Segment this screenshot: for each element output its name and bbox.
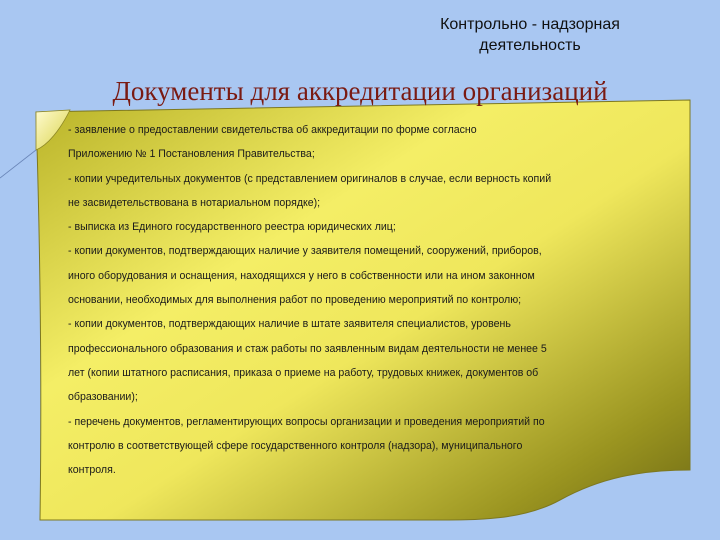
- list-item-line: не засвидетельствована в нотариальном порядке);: [68, 196, 321, 209]
- list-item-line: - заявление о предоставлении свидетельства об аккредитации по форме согласно: [68, 124, 477, 136]
- list-item-line: - перечень документов, регламентирующих вопросы организации и проведения мероприятий по: [68, 415, 545, 428]
- page-title: Документы для аккредитации организаций: [112, 76, 608, 106]
- section-heading: [410, 14, 650, 56]
- list-item-line: образовании);: [68, 391, 138, 404]
- list-item-line: Приложению № 1 Постановления Правительства;: [68, 148, 315, 161]
- list-item-line: профессионального образования и стаж работы по заявленным видам деятельности не менее 5: [68, 342, 547, 355]
- list-item-line: - выписка из Единого государственного реестра юридических лиц;: [68, 221, 396, 234]
- list-item-line: - копии документов, подтверждающих наличие у заявителя помещений, сооружений, приборов,: [68, 245, 542, 258]
- list-item-line: основании, необходимых для выполнения работ по проведению мероприятий по контролю;: [68, 294, 522, 307]
- list-item-line: контроля.: [68, 464, 116, 477]
- section-heading-line2: деятельность: [479, 37, 581, 54]
- list-item-line: - копии учредительных документов (с представлением оригиналов в случае, если верность копий: [68, 172, 552, 185]
- list-item-line: лет (копии штатного расписания, приказа о приеме на работу, трудовых книжек, документов об: [68, 366, 539, 379]
- list-item-line: контролю в соответствующей сфере государственного контроля (надзора), муниципального: [68, 439, 523, 452]
- document-list: [68, 118, 668, 482]
- list-item-line: - копии документов, подтверждающих наличие в штате заявителя специалистов, уровень: [68, 318, 511, 331]
- list-item-line: иного оборудования и оснащения, находящихся у него в собственности или на ином законном: [68, 269, 535, 282]
- section-heading-line1: Контрольно - надзорная: [440, 16, 620, 33]
